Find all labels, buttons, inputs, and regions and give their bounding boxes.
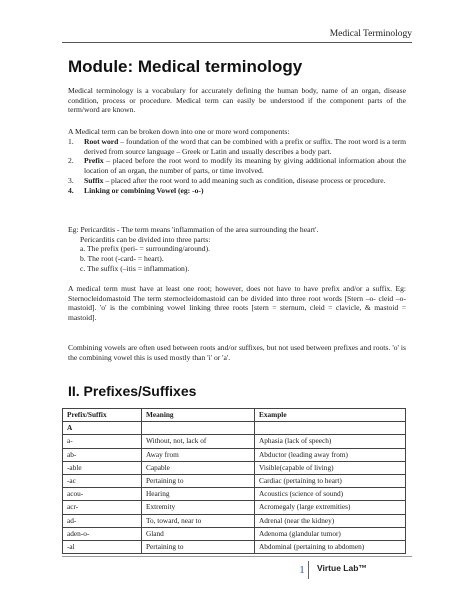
table-row — [63, 435, 406, 448]
table-cell: Hearing — [142, 488, 255, 501]
column-header: Meaning — [142, 409, 255, 422]
letter-cell: A — [63, 422, 142, 435]
component-name: Root word — [84, 137, 119, 146]
example-line: Eg: Pericarditis - The term means 'inflammation of the area surrounding the heart'. — [68, 225, 319, 234]
table-row — [63, 448, 406, 461]
table-cell: Away from — [142, 448, 255, 461]
table-cell: acr- — [63, 501, 142, 514]
list-number: 4. — [68, 185, 74, 195]
column-header: Example — [255, 409, 406, 422]
table-cell: Adenoma (glandular tumor) — [255, 527, 406, 540]
list-item — [68, 137, 406, 156]
table-cell: Visible(capable of living) — [255, 461, 406, 474]
footer-brand: Virtue Lab™ — [317, 563, 367, 573]
table-cell: Acoustics (science of sound) — [255, 488, 406, 501]
table-cell: ad- — [63, 514, 142, 527]
example-line: Pericarditis can be divided into three parts: — [80, 234, 211, 244]
header-divider — [62, 42, 412, 43]
table-cell: ab- — [63, 448, 142, 461]
list-number: 1. — [68, 137, 74, 146]
table-cell — [142, 422, 255, 435]
component-desc: – placed before the root word to modify its meaning by giving additional information about the location of an organ, the number of parts, or time involved. — [84, 156, 406, 176]
table-cell: -ac — [63, 474, 142, 487]
table-cell: Pertaining to — [142, 474, 255, 487]
table-cell: Capable — [142, 461, 255, 474]
example-part: a. The prefix (peri- = surrounding/around). — [80, 244, 211, 254]
table-cell: Without, not, lack of — [142, 435, 255, 448]
table-row — [63, 474, 406, 487]
table-row — [63, 527, 406, 540]
components-list — [68, 137, 406, 195]
table-row — [63, 488, 406, 501]
table-row — [63, 514, 406, 527]
list-number: 3. — [68, 175, 74, 185]
table-cell: aden-o- — [63, 527, 142, 540]
table-cell: Pertaining to — [142, 540, 255, 553]
table-cell: Adrenal (near the kidney) — [255, 514, 406, 527]
component-name: Suffix — [84, 175, 104, 185]
component-name: Linking or combining Vowel (eg: -o-) — [84, 185, 204, 195]
table-header-row — [63, 409, 406, 422]
components-intro: A Medical term can be broken down into one or more word components: — [68, 127, 290, 136]
example-part: c. The suffix (–itis = inflammation). — [80, 263, 190, 273]
table-cell: acou- — [63, 488, 142, 501]
component-desc: – foundation of the word that can be combined with a prefix or suffix. The root word is a term derived from source language – Greek or Latin and usually describes a body part. — [84, 137, 406, 156]
table-cell: Acromegaly (large extremities) — [255, 501, 406, 514]
table-cell: a- — [63, 435, 142, 448]
table-cell — [255, 422, 406, 435]
list-item — [68, 176, 406, 186]
component-name: Prefix — [84, 156, 104, 166]
prefix-suffix-table — [62, 408, 406, 554]
list-item — [68, 156, 406, 175]
example-part: b. The root (-card- = heart). — [80, 254, 164, 264]
root-paragraph: A medical term must have at least one root; however, does not have to have prefix and/or a suffix. Eg: Sternocleidomastoid The term sternocleidomastoid can be divided into three root words [Stern –o- cleid –o- mastoid]. 'o' is the combining vowel linking three roots [stern = sternum, cleid = clavicle, & mastoid = mastoid]. — [68, 284, 406, 323]
component-desc: – placed after the root word to add meaning such as condition, disease process or procedure. — [103, 175, 386, 185]
table-cell: Cardiac (pertaining to heart) — [255, 474, 406, 487]
table-row — [63, 540, 406, 553]
table-cell: Abdominal (pertaining to abdomen) — [255, 540, 406, 553]
section-title: II. Prefixes/Suffixes — [68, 383, 197, 399]
table-cell: -al — [63, 540, 142, 553]
table-row — [63, 501, 406, 514]
running-header: Medical Terminology — [329, 29, 412, 39]
table-row — [63, 461, 406, 474]
table-cell: To, toward, near to — [142, 514, 255, 527]
letter-row — [63, 422, 406, 435]
table-cell: Abductor (leading away from) — [255, 448, 406, 461]
page-number: 1 — [296, 561, 309, 579]
list-number: 2. — [68, 156, 74, 166]
intro-paragraph: Medical terminology is a vocabulary for accurately defining the human body, name of an organ, disease condition, process or procedure. Medical term can easily be understood if the component parts of the term/word are known. — [68, 86, 406, 115]
column-header: Prefix/Suffix — [63, 409, 142, 422]
table-cell: Gland — [142, 527, 255, 540]
table-cell: -able — [63, 461, 142, 474]
table-cell: Extremity — [142, 501, 255, 514]
list-item — [68, 186, 406, 196]
example-block — [68, 225, 406, 274]
module-title: Module: Medical terminology — [68, 57, 303, 76]
footer-divider — [62, 556, 412, 557]
table-cell: Aphasia (lack of speech) — [255, 435, 406, 448]
combining-vowel-paragraph: Combining vowels are often used between roots and/or suffixes, but not used between prefixes and roots. 'o' is the combining vowel this is used mostly than 'i' or 'a'. — [68, 343, 406, 362]
